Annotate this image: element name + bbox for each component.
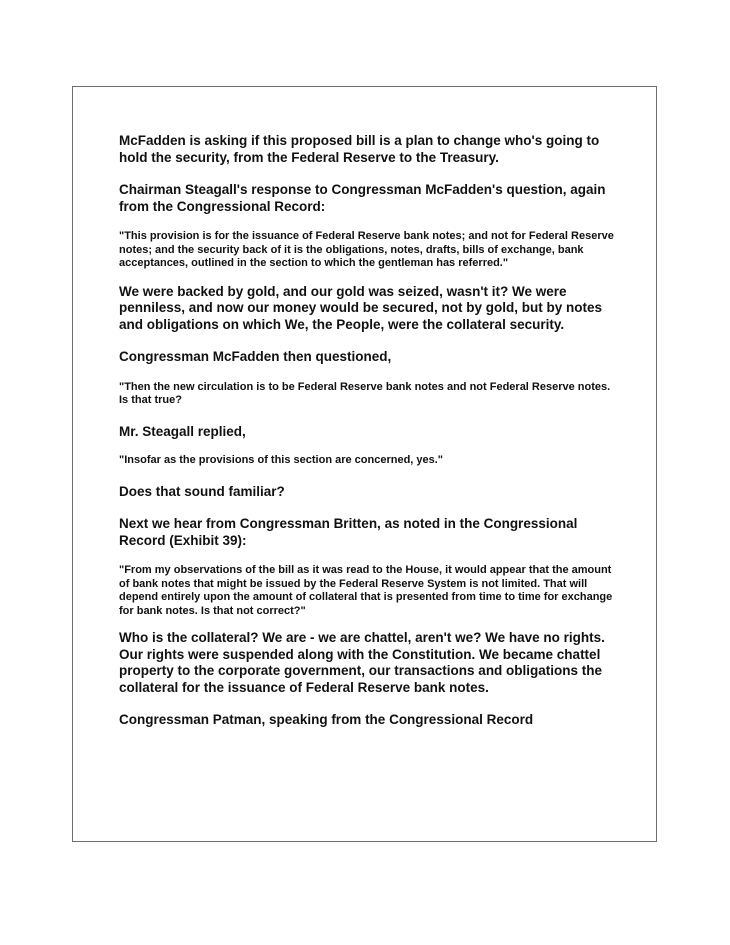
quote-mcfadden-circulation: "Then the new circulation is to be Federal Reserve bank notes and not Federal Reserve notes. Is that true? <box>119 380 611 406</box>
quote-steagall-provision: "This provision is for the issuance of Federal Reserve bank notes; and not for Federal Reserve notes; and the security back of it is the obligations, notes, drafts, bills of exchange, bank acceptances, outlined in the section to which the gentleman has referred." <box>119 230 614 269</box>
paragraph-mcfadden-questioned: Congressman McFadden then questioned, <box>119 349 392 364</box>
quote-steagall-yes: "Insofar as the provisions of this section are concerned, yes." <box>119 454 444 466</box>
page-content <box>119 133 619 729</box>
paragraph-britten-intro: Next we hear from Congressman Britten, as noted in the Congressional Record (Exhibit 39): <box>119 516 578 548</box>
paragraph-steagall-replied: Mr. Steagall replied, <box>119 423 246 439</box>
paragraph-sound-familiar: Does that sound familiar? <box>119 483 285 499</box>
document-page <box>72 86 657 842</box>
quote-britten-observations: "From my observations of the bill as it was read to the House, it would appear that the amount of bank notes that might be issued by the Federal Reserve System is not limited. That will depend entirely upon the amount of collateral that is presented from time to time for exchange for bank notes. Is that not correct?" <box>119 564 613 617</box>
paragraph-gold-seized: We were backed by gold, and our gold was seized, wasn't it? We were penniless, and now our money would be secured, not by gold, but by notes and obligations on which We, the People, were the collateral security. <box>119 283 603 332</box>
paragraph-patman: Congressman Patman, speaking from the Congressional Record <box>119 712 534 727</box>
paragraph-steagall-intro: Chairman Steagall's response to Congressman McFadden's question, again from the Congressional Record: <box>119 182 606 214</box>
paragraph-collateral: Who is the collateral? We are - we are chattel, aren't we? We have no rights. Our rights were suspended along with the Constitution. We became chattel property to the corporate government, our transactions and obligations the collateral for the issuance of Federal Reserve bank notes. <box>119 630 605 695</box>
paragraph-mcfadden-question: McFadden is asking if this proposed bill is a plan to change who's going to hold the security, from the Federal Reserve to the Treasury. <box>119 133 600 165</box>
